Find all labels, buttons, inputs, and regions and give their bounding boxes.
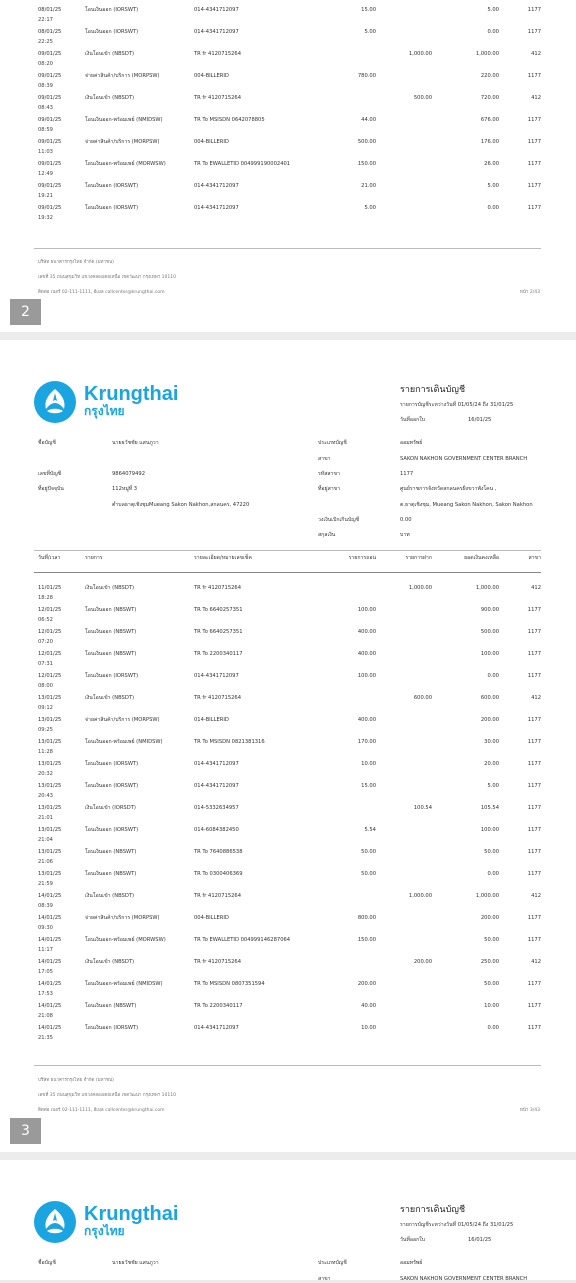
issue-date-label: วันที่ออกใบ (400, 417, 426, 423)
row-deposit: 600.00 (413, 695, 432, 701)
row-branch: 1177 (527, 1003, 541, 1009)
header-divider-top (34, 550, 541, 551)
row-branch: 1177 (527, 673, 541, 679)
header-divider-bottom (34, 572, 541, 573)
branch-code: 1177 (400, 471, 414, 477)
account-number-label: เลขที่บัญชี (38, 471, 62, 477)
account-type-label: ประเภทบัญชี (318, 440, 347, 446)
row-detail: 014-6084382450 (194, 827, 239, 833)
row-date: 09/01/25 (38, 95, 62, 101)
row-time: 08:59 (38, 127, 53, 133)
row-description: โอนเงินออก (NBSWT) (85, 849, 137, 855)
row-date: 08/01/25 (38, 7, 62, 13)
row-balance: 0.00 (487, 29, 499, 35)
row-description: โอนเงินออก-พร้อมเพย์ (NMIDSW) (85, 981, 163, 987)
row-detail: 014-4341712097 (194, 761, 239, 767)
row-time: 09:25 (38, 727, 53, 733)
branch-name: SAKON NAKHON GOVERNMENT CENTER BRANCH (400, 1276, 528, 1282)
row-detail: TR To 0300406369 (194, 871, 243, 877)
row-description: โอนเงินออก (NBSWT) (85, 651, 137, 657)
row-withdraw: 400.00 (357, 651, 376, 657)
row-balance: 20.00 (484, 761, 499, 767)
row-time: 21:35 (38, 1035, 53, 1041)
row-branch: 412 (531, 585, 541, 591)
row-detail: TR To EWALLETID 004999146287064 (194, 937, 291, 943)
overdraft-value: 0.00 (400, 517, 412, 523)
row-branch: 1177 (527, 739, 541, 745)
overdraft-label: วงเงินเบิกเกินบัญชี (318, 517, 360, 523)
row-branch: 1177 (527, 139, 541, 145)
krungthai-logo-icon (34, 1201, 76, 1243)
row-withdraw: 100.00 (357, 673, 376, 679)
row-withdraw: 5.00 (364, 29, 376, 35)
row-balance: 0.00 (487, 205, 499, 211)
row-balance: 26.00 (484, 161, 499, 167)
row-time: 11:28 (38, 749, 53, 755)
row-detail: 014-4341712097 (194, 7, 239, 13)
row-withdraw: 170.00 (357, 739, 376, 745)
row-description: โอนเงินออก (IORSWT) (85, 29, 139, 35)
row-balance: 105.54 (480, 805, 499, 811)
row-date: 09/01/25 (38, 73, 62, 79)
row-date: 14/01/25 (38, 915, 62, 921)
row-balance: 900.00 (480, 607, 499, 613)
row-date: 13/01/25 (38, 783, 62, 789)
row-balance: 5.00 (487, 7, 499, 13)
row-time: 06:52 (38, 617, 53, 623)
row-time: 08:43 (38, 105, 53, 111)
row-time: 17:53 (38, 991, 53, 997)
row-balance: 0.00 (487, 871, 499, 877)
row-balance: 5.00 (487, 183, 499, 189)
row-time: 08:39 (38, 903, 53, 909)
row-branch: 1177 (527, 717, 541, 723)
footer-contact: ติดต่อ เบอร์ 02-111-1111, อีเมล callcenter@krungthai.com (38, 290, 165, 295)
statement-period: รายการบัญชีระหว่างวันที่ 01/05/24 ถึง 31/01/25 (400, 1222, 514, 1228)
footer-company: บริษัท ธนาคารกรุงไทย จำกัด (มหาชน) (38, 1078, 114, 1083)
row-deposit: 1,000.00 (408, 585, 432, 591)
account-number: 9864079492 (112, 471, 146, 477)
row-date: 13/01/25 (38, 739, 62, 745)
row-date: 13/01/25 (38, 695, 62, 701)
row-withdraw: 15.00 (361, 783, 376, 789)
row-branch: 1177 (527, 73, 541, 79)
row-date: 12/01/25 (38, 607, 62, 613)
row-detail: 014-4341712097 (194, 1025, 239, 1031)
row-deposit: 1,000.00 (408, 893, 432, 899)
account-name: นายธวัชชัย แสนภูวา (112, 1260, 159, 1266)
row-balance: 200.00 (480, 915, 499, 921)
row-time: 19:21 (38, 193, 53, 199)
row-withdraw: 500.00 (357, 139, 376, 145)
row-deposit: 1,000.00 (408, 51, 432, 57)
row-time: 11:03 (38, 149, 53, 155)
account-name-label: ชื่อบัญชี (38, 1260, 56, 1266)
row-detail: TR fr 4120715264 (194, 695, 242, 701)
issue-date-label: วันที่ออกใบ (400, 1237, 426, 1243)
row-date: 13/01/25 (38, 849, 62, 855)
row-branch: 1177 (527, 1025, 541, 1031)
currency-label: สกุลเงิน (318, 532, 336, 538)
footer-address: เลขที่ 35 ถนนสุขุมวิท แขวงคลองเตยเหนือ เขตวัฒนา กรุงเทพฯ 10110 (38, 1093, 176, 1098)
row-withdraw: 44.00 (361, 117, 376, 123)
row-description: โอนเงินออก (IORSWT) (85, 673, 139, 679)
row-withdraw: 21.00 (361, 183, 376, 189)
row-withdraw: 150.00 (357, 161, 376, 167)
row-time: 19:32 (38, 215, 53, 221)
row-balance: 5.00 (487, 783, 499, 789)
row-time: 20:43 (38, 793, 53, 799)
row-deposit: 200.00 (413, 959, 432, 965)
column-header: รายการ (85, 555, 103, 561)
row-branch: 1177 (527, 981, 541, 987)
row-time: 17:05 (38, 969, 53, 975)
bank-name-th: กรุงไทย (84, 1224, 125, 1238)
row-branch: 1177 (527, 827, 541, 833)
bank-name-en: Krungthai (84, 1203, 179, 1225)
statement-title: รายการเดินบัญชี (400, 385, 466, 395)
row-balance: 100.00 (480, 651, 499, 657)
row-balance: 200.00 (480, 717, 499, 723)
row-description: โอนเงินออก (IORSWT) (85, 827, 139, 833)
column-header: ยอดเงินคงเหลือ (464, 555, 499, 561)
row-date: 12/01/25 (38, 673, 62, 679)
row-detail: TR To EWALLETID 004999190002401 (194, 161, 291, 167)
row-description: เงินโอนเข้า (NBSDT) (85, 959, 135, 965)
issue-date: 16/01/25 (468, 1237, 492, 1243)
row-date: 12/01/25 (38, 651, 62, 657)
row-description: โอนเงินออก (IORSWT) (85, 7, 139, 13)
row-date: 14/01/25 (38, 959, 62, 965)
row-date: 13/01/25 (38, 805, 62, 811)
row-detail: 014-BILLERID (194, 717, 229, 723)
row-description: โอนเงินออก-พร้อมเพย์ (NMIDSW) (85, 739, 163, 745)
column-header: รายการถอน (348, 555, 376, 561)
row-time: 22:17 (38, 17, 53, 23)
row-description: เงินโอนเข้า (NBSDT) (85, 51, 135, 57)
row-branch: 1177 (527, 651, 541, 657)
column-header: สาขา (528, 555, 541, 561)
row-withdraw: 10.00 (361, 1025, 376, 1031)
row-balance: 500.00 (480, 629, 499, 635)
row-withdraw: 400.00 (357, 717, 376, 723)
account-name-label: ชื่อบัญชี (38, 440, 56, 446)
account-name: นายธวัชชัย แสนภูวา (112, 440, 159, 446)
row-branch: 1177 (527, 915, 541, 921)
branch-label: สาขา (318, 1276, 331, 1282)
row-time: 20:32 (38, 771, 53, 777)
row-description: โอนเงินออก (IORSWT) (85, 205, 139, 211)
row-description: เงินโอนเข้า (NBSDT) (85, 893, 135, 899)
row-balance: 50.00 (484, 937, 499, 943)
row-balance: 100.00 (480, 827, 499, 833)
row-withdraw: 5.54 (364, 827, 376, 833)
bank-name-en: Krungthai (84, 383, 179, 405)
address-line-1: 112หมู่ที่ 3 (112, 486, 138, 492)
row-branch: 1177 (527, 161, 541, 167)
footer-company: บริษัท ธนาคารกรุงไทย จำกัด (มหาชน) (38, 260, 114, 265)
row-detail: 014-4341712097 (194, 673, 239, 679)
row-description: โอนเงินออก (IORSWT) (85, 183, 139, 189)
row-date: 09/01/25 (38, 139, 62, 145)
row-deposit: 500.00 (413, 95, 432, 101)
row-branch: 1177 (527, 7, 541, 13)
footer-contact: ติดต่อ เบอร์ 02-111-1111, อีเมล callcenter@krungthai.com (38, 1108, 165, 1113)
row-branch: 1177 (527, 29, 541, 35)
row-detail: 014-4341712097 (194, 205, 239, 211)
row-branch: 1177 (527, 783, 541, 789)
row-description: จ่ายค่าสินค้า/บริการ (MORPSW) (85, 915, 160, 921)
row-description: เงินโอนเข้า (NBSDT) (85, 585, 135, 591)
row-withdraw: 100.00 (357, 607, 376, 613)
row-description: โอนเงินออก (IORSWT) (85, 783, 139, 789)
branch-address-line-1: ศูนย์ราชการจังหวัดสกลนครฝั่งขวาพังโคน , (400, 486, 497, 492)
row-detail: TR To 2200340117 (194, 651, 243, 657)
row-date: 09/01/25 (38, 161, 62, 167)
row-branch: 1177 (527, 205, 541, 211)
row-detail: 014-4341712097 (194, 29, 239, 35)
bank-name-th: กรุงไทย (84, 404, 125, 418)
footer-address: เลขที่ 35 ถนนสุขุมวิท แขวงคลองเตยเหนือ เขตวัฒนา กรุงเทพฯ 10110 (38, 275, 176, 280)
branch-label: สาขา (318, 456, 331, 462)
row-detail: TR To 6640257351 (194, 629, 243, 635)
branch-address-line-2: ต.ธาตุเชิงชุม, Mueang Sakon Nakhon, Sakon Nakhon (400, 502, 533, 508)
row-detail: TR fr 4120715264 (194, 959, 242, 965)
statement-period: รายการบัญชีระหว่างวันที่ 01/05/24 ถึง 31/01/25 (400, 402, 514, 408)
page-badge: 2 (10, 299, 41, 325)
currency-value: บาท (400, 532, 410, 538)
address-line-2: ตำบลธาตุเชิงชุมMueang Sakon Nakhon,สกลนคร, 47220 (112, 502, 250, 508)
row-detail: TR To 6640257351 (194, 607, 243, 613)
row-description: เงินโอนเข้า (NBSDT) (85, 95, 135, 101)
row-withdraw: 50.00 (361, 849, 376, 855)
row-date: 09/01/25 (38, 183, 62, 189)
footer-divider (34, 1065, 541, 1066)
row-date: 14/01/25 (38, 893, 62, 899)
address-label: ที่อยู่ปัจจุบัน (38, 486, 64, 492)
row-time: 21:06 (38, 859, 53, 865)
row-description: โอนเงินออก (NBSWT) (85, 629, 137, 635)
row-description: จ่ายค่าสินค้า/บริการ (MORPSW) (85, 139, 160, 145)
row-detail: TR To MSISDN 0642078805 (194, 117, 265, 123)
row-branch: 412 (531, 95, 541, 101)
row-date: 12/01/25 (38, 629, 62, 635)
row-detail: 004-BILLERID (194, 73, 229, 79)
column-header: รายละเอียด/หมายเลขเช็ค (194, 555, 252, 561)
row-withdraw: 400.00 (357, 629, 376, 635)
row-branch: 412 (531, 51, 541, 57)
row-time: 21:59 (38, 881, 53, 887)
row-detail: 014-5332634957 (194, 805, 239, 811)
row-branch: 1177 (527, 761, 541, 767)
row-withdraw: 50.00 (361, 871, 376, 877)
row-withdraw: 15.00 (361, 7, 376, 13)
row-balance: 1,000.00 (475, 585, 499, 591)
row-detail: TR To MSISDN 0807351594 (194, 981, 265, 987)
branch-address-label: ที่อยู่สาขา (318, 486, 341, 492)
row-time: 09:12 (38, 705, 53, 711)
row-time: 12:49 (38, 171, 53, 177)
row-detail: TR fr 4120715264 (194, 51, 242, 57)
row-withdraw: 200.00 (357, 981, 376, 987)
column-header: รายการฝาก (405, 555, 432, 561)
page-badge: 3 (10, 1118, 41, 1144)
row-description: โอนเงินออก (IORSWT) (85, 761, 139, 767)
row-date: 14/01/25 (38, 981, 62, 987)
branch-code-label: รหัสสาขา (318, 471, 340, 477)
page-number: หน้า 3/43 (519, 1108, 540, 1113)
row-time: 21:08 (38, 1013, 53, 1019)
row-description: โอนเงินออก (NBSWT) (85, 607, 137, 613)
row-balance: 720.00 (480, 95, 499, 101)
issue-date: 16/01/25 (468, 417, 492, 423)
row-detail: 014-4341712097 (194, 183, 239, 189)
row-balance: 0.00 (487, 1025, 499, 1031)
row-time: 07:20 (38, 639, 53, 645)
row-time: 18:28 (38, 595, 53, 601)
row-description: โอนเงินออก-พร้อมเพย์ (NMIDSW) (85, 117, 163, 123)
row-balance: 50.00 (484, 981, 499, 987)
row-description: โอนเงินออก-พร้อมเพย์ (MORWSW) (85, 161, 166, 167)
row-balance: 220.00 (480, 73, 499, 79)
row-description: จ่ายค่าสินค้า/บริการ (MORPSW) (85, 717, 160, 723)
row-time: 08:39 (38, 83, 53, 89)
row-date: 13/01/25 (38, 871, 62, 877)
statement-title: รายการเดินบัญชี (400, 1205, 466, 1215)
row-detail: TR fr 4120715264 (194, 585, 242, 591)
row-date: 09/01/25 (38, 205, 62, 211)
row-balance: 30.00 (484, 739, 499, 745)
row-balance: 10.00 (484, 1003, 499, 1009)
row-date: 13/01/25 (38, 717, 62, 723)
row-description: โอนเงินออก (NBSWT) (85, 1003, 137, 1009)
row-time: 22:25 (38, 39, 53, 45)
account-type: ออมทรัพย์ (400, 440, 423, 446)
row-withdraw: 800.00 (357, 915, 376, 921)
row-detail: TR fr 4120715264 (194, 893, 242, 899)
row-detail: TR To MSISDN 0821381316 (194, 739, 265, 745)
row-withdraw: 5.00 (364, 205, 376, 211)
row-balance: 1,000.00 (475, 893, 499, 899)
row-branch: 1177 (527, 805, 541, 811)
row-branch: 1177 (527, 117, 541, 123)
row-balance: 600.00 (480, 695, 499, 701)
row-balance: 0.00 (487, 673, 499, 679)
row-branch: 1177 (527, 849, 541, 855)
row-date: 08/01/25 (38, 29, 62, 35)
row-description: เงินโอนเข้า (IORSDT) (85, 805, 136, 811)
row-date: 14/01/25 (38, 1025, 62, 1031)
row-time: 21:01 (38, 815, 53, 821)
account-type: ออมทรัพย์ (400, 1260, 423, 1266)
row-time: 21:04 (38, 837, 53, 843)
row-date: 14/01/25 (38, 1003, 62, 1009)
row-balance: 50.00 (484, 849, 499, 855)
row-description: โอนเงินออก-พร้อมเพย์ (MORWSW) (85, 937, 166, 943)
row-branch: 412 (531, 893, 541, 899)
statement-page-3 (0, 340, 576, 1152)
row-date: 13/01/25 (38, 761, 62, 767)
row-description: โอนเงินออก (IORSWT) (85, 1025, 139, 1031)
row-withdraw: 780.00 (357, 73, 376, 79)
row-detail: 014-4341712097 (194, 783, 239, 789)
column-header: วันที่/เวลา (38, 555, 61, 561)
row-date: 09/01/25 (38, 51, 62, 57)
row-branch: 1177 (527, 937, 541, 943)
row-branch: 1177 (527, 629, 541, 635)
row-balance: 176.00 (480, 139, 499, 145)
account-type-label: ประเภทบัญชี (318, 1260, 347, 1266)
row-time: 08:20 (38, 61, 53, 67)
row-branch: 412 (531, 695, 541, 701)
row-branch: 1177 (527, 871, 541, 877)
row-withdraw: 40.00 (361, 1003, 376, 1009)
row-date: 14/01/25 (38, 937, 62, 943)
row-time: 09:30 (38, 925, 53, 931)
row-detail: 004-BILLERID (194, 915, 229, 921)
row-detail: TR fr 4120715264 (194, 95, 242, 101)
row-date: 11/01/25 (38, 585, 62, 591)
row-withdraw: 10.00 (361, 761, 376, 767)
row-time: 11:17 (38, 947, 53, 953)
statement-page-2 (0, 0, 576, 332)
row-time: 08:00 (38, 683, 53, 689)
row-branch: 412 (531, 959, 541, 965)
row-deposit: 100.54 (413, 805, 432, 811)
branch-name: SAKON NAKHON GOVERNMENT CENTER BRANCH (400, 456, 528, 462)
row-date: 13/01/25 (38, 827, 62, 833)
row-balance: 676.00 (480, 117, 499, 123)
row-description: จ่ายค่าสินค้า/บริการ (MORPSW) (85, 73, 160, 79)
row-time: 07:31 (38, 661, 53, 667)
row-date: 09/01/25 (38, 117, 62, 123)
row-balance: 1,000.00 (475, 51, 499, 57)
row-branch: 1177 (527, 183, 541, 189)
row-branch: 1177 (527, 607, 541, 613)
row-detail: TR To 7640886538 (194, 849, 243, 855)
row-withdraw: 150.00 (357, 937, 376, 943)
row-description: เงินโอนเข้า (NBSDT) (85, 695, 135, 701)
row-balance: 250.00 (480, 959, 499, 965)
krungthai-logo-icon (34, 381, 76, 423)
row-detail: TR To 2200340117 (194, 1003, 243, 1009)
row-detail: 004-BILLERID (194, 139, 229, 145)
page-number: หน้า 2/43 (519, 290, 540, 295)
statement-page-4 (0, 1160, 576, 1280)
row-description: โอนเงินออก (NBSWT) (85, 871, 137, 877)
footer-divider (34, 248, 541, 249)
